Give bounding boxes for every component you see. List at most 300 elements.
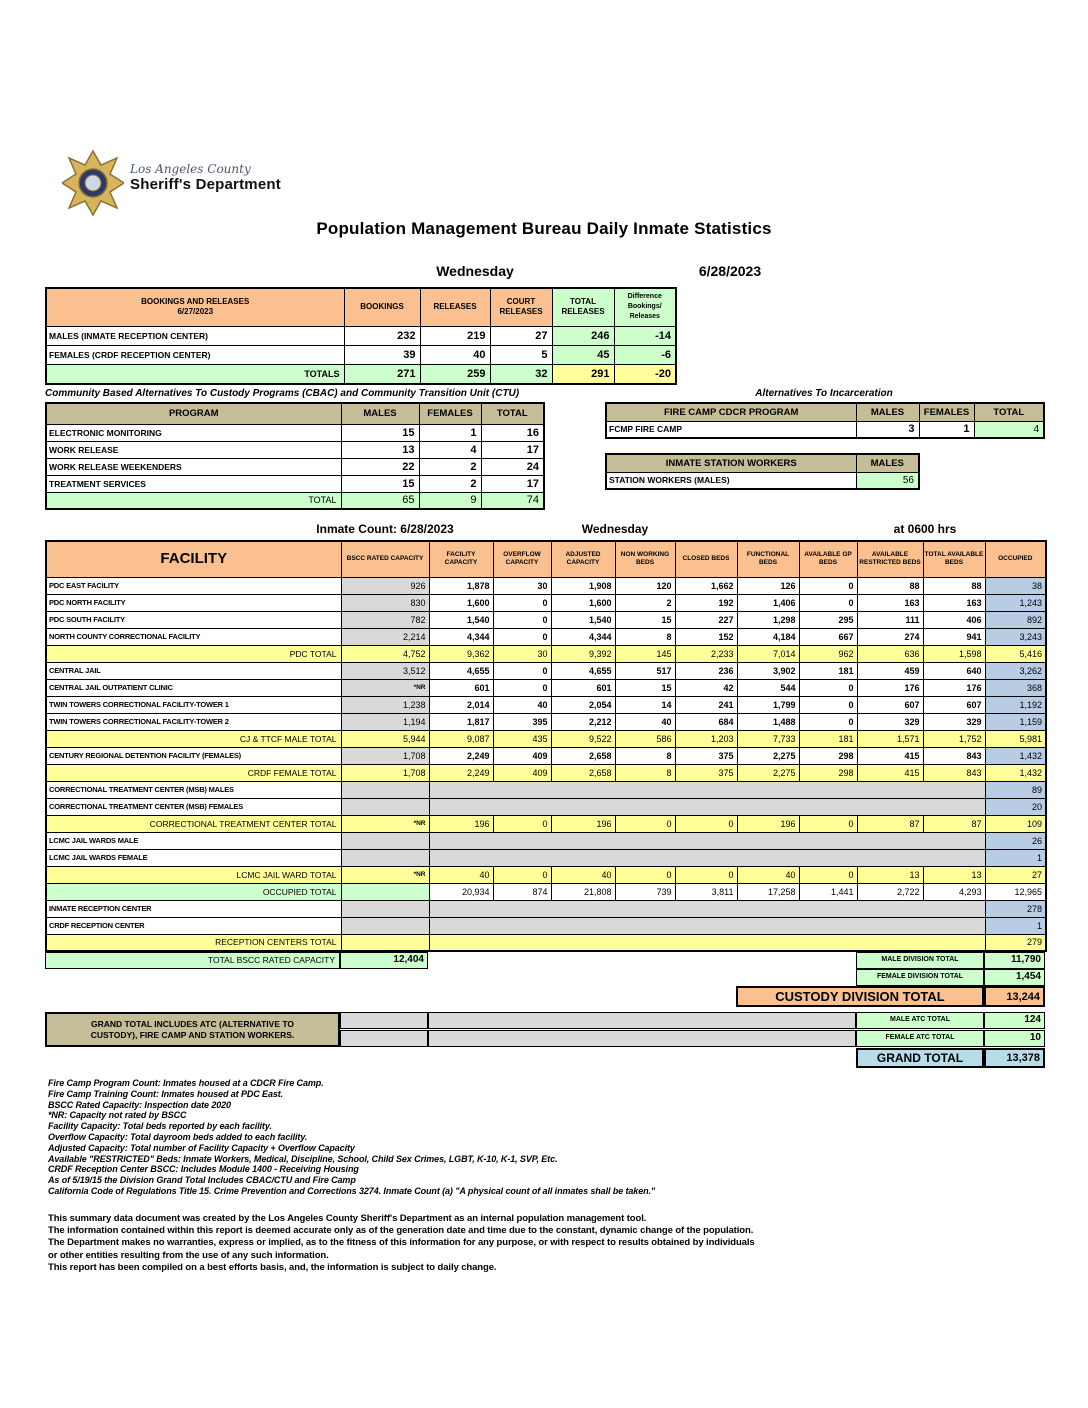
- cell-value: 739: [615, 883, 675, 900]
- facility-row: [46, 832, 1046, 849]
- bscc-value: 4,752: [341, 645, 429, 662]
- bscc-value: 926: [341, 577, 429, 594]
- bscc-value: *NR: [341, 679, 429, 696]
- male-division-total-value: 11,790: [984, 952, 1045, 969]
- cell-value: 0: [799, 866, 857, 883]
- cell-value: 1,600: [429, 594, 493, 611]
- page-title: Population Management Bureau Daily Inmate Statistics: [316, 219, 772, 238]
- col-females: FEMALES: [419, 403, 481, 424]
- facility-col-header: OVERFLOW CAPACITY: [493, 541, 551, 577]
- grand-blank-bar: [428, 1012, 856, 1029]
- row-value: 13: [341, 441, 419, 458]
- cell-value: 0: [493, 679, 551, 696]
- male-atc-total-label: MALE ATC TOTAL: [856, 1012, 984, 1029]
- cell-value: 40: [551, 866, 615, 883]
- fire-camp-table: [605, 402, 1045, 439]
- cell-value: 126: [737, 577, 799, 594]
- cell-value: 0: [799, 577, 857, 594]
- cell-value: 295: [799, 611, 857, 628]
- cell-value: 1,203: [675, 730, 737, 747]
- cell-value: 517: [615, 662, 675, 679]
- cell-value: 13: [923, 866, 985, 883]
- occupied-value: 1,432: [985, 764, 1046, 781]
- totals-value: 271: [344, 364, 420, 384]
- cell-value: 459: [857, 662, 923, 679]
- disclaimer: [48, 1213, 768, 1274]
- footnote-line: Available "RESTRICTED" Beds: Inmate Workers, Medical, Discipline, School, Child Sex Crimes, LGBT, K-10, K-1, SVP, Etc.: [48, 1153, 558, 1164]
- col-total-releases: TOTAL RELEASES: [552, 288, 614, 326]
- row-value: -6: [614, 345, 676, 364]
- facility-count-section: [45, 540, 1045, 1007]
- bscc-blank: [341, 798, 429, 815]
- facility-row: [46, 696, 1046, 713]
- facility-row: [46, 849, 1046, 866]
- cell-value: 0: [615, 815, 675, 832]
- female-atc-total-value: 10: [984, 1030, 1045, 1047]
- row-label: WORK RELEASE WEEKENDERS: [46, 458, 341, 475]
- cell-value: 88: [857, 577, 923, 594]
- facility-col-header: AVAILABLE RESTRICTED BEDS: [857, 541, 923, 577]
- cell-value: 415: [857, 747, 923, 764]
- cell-value: 406: [923, 611, 985, 628]
- facility-label: PDC EAST FACILITY: [46, 577, 341, 594]
- row-value: 2: [419, 458, 481, 475]
- total-label: CJ & TTCF MALE TOTAL: [46, 730, 341, 747]
- fire-camp-label: FCMP FIRE CAMP: [606, 421, 856, 438]
- cell-value: 2,722: [857, 883, 923, 900]
- cell-value: 1,908: [551, 577, 615, 594]
- footnote-line: Facility Capacity: Total beds reported by each facility.: [48, 1121, 272, 1132]
- cell-value: 607: [923, 696, 985, 713]
- footnote-line: Adjusted Capacity: Total number of Facility Capacity + Overflow Capacity: [48, 1142, 355, 1153]
- cell-value: 111: [857, 611, 923, 628]
- cell-value: 586: [615, 730, 675, 747]
- cell-value: 0: [493, 662, 551, 679]
- cell-value: 196: [551, 815, 615, 832]
- grand-total-label: GRAND TOTAL: [856, 1048, 984, 1068]
- occupied-value: 892: [985, 611, 1046, 628]
- bscc-value: 1,194: [341, 713, 429, 730]
- footnote-line: Overflow Capacity: Total dayroom beds added to each facility.: [48, 1131, 308, 1142]
- cell-value: 667: [799, 628, 857, 645]
- occupied-value: 5,981: [985, 730, 1046, 747]
- col-total: TOTAL: [974, 403, 1044, 421]
- bookings-title: BOOKINGS AND RELEASES 6/27/2023: [46, 288, 344, 326]
- merged-blank: [429, 900, 985, 917]
- facility-label: CENTRAL JAIL OUTPATIENT CLINIC: [46, 679, 341, 696]
- cell-value: 274: [857, 628, 923, 645]
- row-value: 17: [481, 441, 544, 458]
- col-program: PROGRAM: [46, 403, 341, 424]
- cell-value: 962: [799, 645, 857, 662]
- bscc-value: 5,944: [341, 730, 429, 747]
- bookings-header-row: [46, 288, 676, 326]
- facility-row: [46, 934, 1046, 951]
- cell-value: 2,233: [675, 645, 737, 662]
- bscc-value: 3,512: [341, 662, 429, 679]
- ati-title: Alternatives To Incarceration: [755, 388, 893, 399]
- facility-row: [46, 713, 1046, 730]
- cell-value: 40: [493, 696, 551, 713]
- bscc-blank: [341, 900, 429, 917]
- row-label: MALES (INMATE RECEPTION CENTER): [46, 326, 344, 345]
- bscc-blank: [341, 781, 429, 798]
- cell-value: 0: [675, 815, 737, 832]
- cell-value: 15: [615, 611, 675, 628]
- facility-label: CORRECTIONAL TREATMENT CENTER (MSB) MALES: [46, 781, 341, 798]
- bscc-value: *NR: [341, 815, 429, 832]
- col-difference: Difference Bookings/ Releases: [614, 288, 676, 326]
- cell-value: 9,522: [551, 730, 615, 747]
- total-bscc-label: TOTAL BSCC RATED CAPACITY: [45, 952, 340, 969]
- facility-row: [46, 679, 1046, 696]
- facility-label: INMATE RECEPTION CENTER: [46, 900, 341, 917]
- merged-blank: [429, 798, 985, 815]
- bscc-value: [341, 883, 429, 900]
- bscc-value: 782: [341, 611, 429, 628]
- cell-value: 2,658: [551, 764, 615, 781]
- facility-col-header: FACILITY CAPACITY: [429, 541, 493, 577]
- bscc-value: 1,708: [341, 764, 429, 781]
- cell-value: 1,598: [923, 645, 985, 662]
- cell-value: 0: [615, 866, 675, 883]
- cell-value: 1,878: [429, 577, 493, 594]
- merged-blank: [429, 781, 985, 798]
- row-value: 40: [420, 345, 490, 364]
- footnote-line: CRDF Reception Center BSCC: Includes Module 1400 - Receiving Housing: [48, 1164, 359, 1175]
- occupied-value: 1,159: [985, 713, 1046, 730]
- cbac-header-row: [46, 403, 544, 424]
- cell-value: 1,571: [857, 730, 923, 747]
- facility-label: PDC NORTH FACILITY: [46, 594, 341, 611]
- occupied-value: 12,965: [985, 883, 1046, 900]
- grand-blank-bar: [428, 1030, 856, 1047]
- station-workers-table: [605, 453, 920, 490]
- facility-label: TWIN TOWERS CORRECTIONAL FACILITY-TOWER 2: [46, 713, 341, 730]
- cell-value: 40: [615, 713, 675, 730]
- occupied-value: 278: [985, 900, 1046, 917]
- facility-col-header: ADJUSTED CAPACITY: [551, 541, 615, 577]
- row-label: ELECTRONIC MONITORING: [46, 424, 341, 441]
- facility-row: [46, 883, 1046, 900]
- cell-value: 601: [429, 679, 493, 696]
- cell-value: 2: [615, 594, 675, 611]
- cell-value: 329: [923, 713, 985, 730]
- grand-total-section: [45, 1012, 1045, 1063]
- totals-value: 9: [419, 492, 481, 509]
- cell-value: 395: [493, 713, 551, 730]
- total-bscc-value: 12,404: [340, 952, 428, 969]
- facility-row: [46, 577, 1046, 594]
- bscc-value: 1,238: [341, 696, 429, 713]
- cell-value: 435: [493, 730, 551, 747]
- cell-value: 375: [675, 747, 737, 764]
- row-value: 232: [344, 326, 420, 345]
- cell-value: 1,662: [675, 577, 737, 594]
- fire-camp-females: 1: [919, 421, 974, 438]
- cell-value: 227: [675, 611, 737, 628]
- facility-col-header: FACILITY: [46, 541, 341, 577]
- col-males: MALES: [856, 403, 919, 421]
- facility-row: [46, 611, 1046, 628]
- cell-value: 145: [615, 645, 675, 662]
- cell-value: 636: [857, 645, 923, 662]
- female-division-total-label: FEMALE DIVISION TOTAL: [856, 969, 984, 986]
- cell-value: 152: [675, 628, 737, 645]
- cell-value: 409: [493, 764, 551, 781]
- cell-value: 181: [799, 662, 857, 679]
- cell-value: 607: [857, 696, 923, 713]
- facility-row: [46, 917, 1046, 934]
- facility-label: PDC SOUTH FACILITY: [46, 611, 341, 628]
- totals-label: TOTAL: [46, 492, 341, 509]
- cell-value: 0: [493, 611, 551, 628]
- facility-label: LCMC JAIL WARDS MALE: [46, 832, 341, 849]
- cbac-row: [46, 424, 544, 441]
- total-label: OCCUPIED TOTAL: [46, 883, 341, 900]
- cell-value: 30: [493, 645, 551, 662]
- facility-col-header: BSCC RATED CAPACITY: [341, 541, 429, 577]
- facility-row: [46, 781, 1046, 798]
- row-value: 27: [490, 326, 552, 345]
- facility-table: [45, 540, 1047, 952]
- cell-value: 0: [799, 594, 857, 611]
- cell-value: 0: [493, 628, 551, 645]
- facility-col-header: CLOSED BEDS: [675, 541, 737, 577]
- facility-row: [46, 900, 1046, 917]
- cell-value: 42: [675, 679, 737, 696]
- cell-value: 843: [923, 747, 985, 764]
- bscc-value: 1,708: [341, 747, 429, 764]
- cell-value: 0: [493, 815, 551, 832]
- facility-row: [46, 798, 1046, 815]
- occupied-value: 1,243: [985, 594, 1046, 611]
- cell-value: 298: [799, 747, 857, 764]
- row-value: 15: [341, 424, 419, 441]
- total-label: PDC TOTAL: [46, 645, 341, 662]
- cell-value: 375: [675, 764, 737, 781]
- occupied-value: 3,243: [985, 628, 1046, 645]
- bscc-blank: [341, 849, 429, 866]
- col-males: MALES: [341, 403, 419, 424]
- cell-value: 409: [493, 747, 551, 764]
- totals-value: 65: [341, 492, 419, 509]
- cell-value: 88: [923, 577, 985, 594]
- male-division-total-label: MALE DIVISION TOTAL: [856, 952, 984, 969]
- cell-value: 3,811: [675, 883, 737, 900]
- cell-value: 1,817: [429, 713, 493, 730]
- row-label: FEMALES (CRDF RECEPTION CENTER): [46, 345, 344, 364]
- merged-blank: [429, 832, 985, 849]
- facility-row: [46, 866, 1046, 883]
- total-label: RECEPTION CENTERS TOTAL: [46, 934, 341, 951]
- cell-value: 0: [799, 713, 857, 730]
- cbac-title: Community Based Alternatives To Custody Programs (CBAC) and Community Transition Unit (CTU): [45, 388, 520, 399]
- occupied-value: 3,262: [985, 662, 1046, 679]
- occupied-value: 38: [985, 577, 1046, 594]
- cell-value: 1,799: [737, 696, 799, 713]
- cell-value: 176: [923, 679, 985, 696]
- facility-label: NORTH COUNTY CORRECTIONAL FACILITY: [46, 628, 341, 645]
- occupied-value: 368: [985, 679, 1046, 696]
- occupied-value: 26: [985, 832, 1046, 849]
- facility-label: CORRECTIONAL TREATMENT CENTER (MSB) FEMALES: [46, 798, 341, 815]
- station-workers-males: 56: [856, 472, 919, 489]
- cell-value: 120: [615, 577, 675, 594]
- grand-blank-cell: [340, 1030, 428, 1047]
- facility-row: [46, 645, 1046, 662]
- cell-value: 40: [429, 866, 493, 883]
- report-day: Wednesday: [436, 263, 514, 279]
- cell-value: 4,344: [551, 628, 615, 645]
- row-value: 16: [481, 424, 544, 441]
- facility-col-header: AVAILABLE GP BEDS: [799, 541, 857, 577]
- footnote-line: As of 5/19/15 the Division Grand Total Includes CBAC/CTU and Fire Camp: [48, 1175, 356, 1186]
- merged-blank: [429, 849, 985, 866]
- cell-value: 7,733: [737, 730, 799, 747]
- row-value: 1: [419, 424, 481, 441]
- footnote-line: California Code of Regulations Title 15. Crime Prevention and Corrections 3274. Inmate Count (a) "A physical count of all inmates shall be taken.": [48, 1185, 656, 1196]
- row-label: WORK RELEASE: [46, 441, 341, 458]
- bscc-blank: [341, 917, 429, 934]
- col-inmate-station-workers: INMATE STATION WORKERS: [606, 454, 856, 472]
- cell-value: 0: [675, 866, 737, 883]
- cell-value: 9,087: [429, 730, 493, 747]
- cell-value: 4,184: [737, 628, 799, 645]
- facility-label: TWIN TOWERS CORRECTIONAL FACILITY-TOWER 1: [46, 696, 341, 713]
- cell-value: 2,658: [551, 747, 615, 764]
- occupied-value: 89: [985, 781, 1046, 798]
- totals-value: 259: [420, 364, 490, 384]
- row-value: 5: [490, 345, 552, 364]
- cell-value: 2,014: [429, 696, 493, 713]
- cell-value: 1,752: [923, 730, 985, 747]
- cell-value: 9,392: [551, 645, 615, 662]
- cell-value: 21,808: [551, 883, 615, 900]
- facility-row: [46, 594, 1046, 611]
- cell-value: 601: [551, 679, 615, 696]
- col-total: TOTAL: [481, 403, 544, 424]
- row-label: TREATMENT SERVICES: [46, 475, 341, 492]
- occupied-value: 5,416: [985, 645, 1046, 662]
- female-division-total-value: 1,454: [984, 969, 1045, 986]
- cell-value: 874: [493, 883, 551, 900]
- inmate-count-time: at 0600 hrs: [893, 522, 957, 536]
- inmate-count-day: Wednesday: [581, 522, 649, 536]
- fire-camp-row: [606, 421, 1044, 438]
- cell-value: 4,655: [551, 662, 615, 679]
- agency-county: Los Angeles County: [130, 162, 251, 176]
- bscc-blank: [341, 832, 429, 849]
- cell-value: 1,600: [551, 594, 615, 611]
- sheriff-star-icon: [62, 150, 124, 216]
- cell-value: 2,249: [429, 747, 493, 764]
- cell-value: 4,293: [923, 883, 985, 900]
- cell-value: 4,655: [429, 662, 493, 679]
- grand-total-note: GRAND TOTAL INCLUDES ATC (ALTERNATIVE TO CUSTODY), FIRE CAMP AND STATION WORKERS.: [45, 1012, 340, 1047]
- facility-label: CRDF RECEPTION CENTER: [46, 917, 341, 934]
- footnotes: [48, 1078, 748, 1197]
- cell-value: 2,275: [737, 747, 799, 764]
- facility-bottom-rows: [45, 952, 1045, 1007]
- cell-value: 2,249: [429, 764, 493, 781]
- facility-row: [46, 747, 1046, 764]
- cell-value: 9,362: [429, 645, 493, 662]
- col-bookings: BOOKINGS: [344, 288, 420, 326]
- cell-value: 13: [857, 866, 923, 883]
- cell-value: 87: [923, 815, 985, 832]
- occupied-value: 27: [985, 866, 1046, 883]
- facility-row: [46, 662, 1046, 679]
- cell-value: 544: [737, 679, 799, 696]
- cell-value: 843: [923, 764, 985, 781]
- totals-value: -20: [614, 364, 676, 384]
- bookings-releases-table: [45, 287, 675, 385]
- cell-value: 2,275: [737, 764, 799, 781]
- occupied-value: 1,432: [985, 747, 1046, 764]
- cell-value: 8: [615, 764, 675, 781]
- row-value: 246: [552, 326, 614, 345]
- custody-division-total-value: 13,244: [984, 986, 1045, 1007]
- cell-value: 0: [493, 594, 551, 611]
- fire-camp-total: 4: [974, 421, 1044, 438]
- cell-value: 0: [799, 815, 857, 832]
- totals-value: 291: [552, 364, 614, 384]
- cell-value: 2,212: [551, 713, 615, 730]
- facility-label: CENTURY REGIONAL DETENTION FACILITY (FEMALES): [46, 747, 341, 764]
- cell-value: 684: [675, 713, 737, 730]
- row-value: 2: [419, 475, 481, 492]
- cbac-table: [45, 402, 545, 510]
- facility-header-row: [46, 541, 1046, 577]
- facility-row: [46, 628, 1046, 645]
- total-label: CRDF FEMALE TOTAL: [46, 764, 341, 781]
- female-atc-total-label: FEMALE ATC TOTAL: [856, 1030, 984, 1047]
- facility-col-header: TOTAL AVAILABLE BEDS: [923, 541, 985, 577]
- inmate-count-header: [45, 522, 1045, 538]
- inmate-count-label: Inmate Count: 6/28/2023: [316, 522, 454, 536]
- footnote-line: *NR: Capacity not rated by BSCC: [48, 1110, 187, 1121]
- col-releases: RELEASES: [420, 288, 490, 326]
- row-value: 17: [481, 475, 544, 492]
- footnote-line: BSCC Rated Capacity: Inspection date 2020: [48, 1099, 231, 1110]
- cell-value: 14: [615, 696, 675, 713]
- cell-value: 640: [923, 662, 985, 679]
- cell-value: 163: [923, 594, 985, 611]
- facility-col-header: FUNCTIONAL BEDS: [737, 541, 799, 577]
- occupied-value: 109: [985, 815, 1046, 832]
- cell-value: 2,054: [551, 696, 615, 713]
- totals-value: 32: [490, 364, 552, 384]
- cbac-row: [46, 475, 544, 492]
- bscc-value: 830: [341, 594, 429, 611]
- grand-total-value: 13,378: [984, 1048, 1045, 1068]
- fire-camp-header-row: [606, 403, 1044, 421]
- occupied-value: 279: [985, 934, 1046, 951]
- row-value: 22: [341, 458, 419, 475]
- station-workers-row: [606, 472, 919, 489]
- merged-blank: [429, 934, 985, 951]
- cell-value: 941: [923, 628, 985, 645]
- cell-value: 40: [737, 866, 799, 883]
- row-value: 15: [341, 475, 419, 492]
- cell-value: 1,540: [429, 611, 493, 628]
- cell-value: 0: [799, 696, 857, 713]
- ati-section: [605, 388, 1045, 504]
- bscc-value: *NR: [341, 866, 429, 883]
- row-value: 39: [344, 345, 420, 364]
- cell-value: 196: [737, 815, 799, 832]
